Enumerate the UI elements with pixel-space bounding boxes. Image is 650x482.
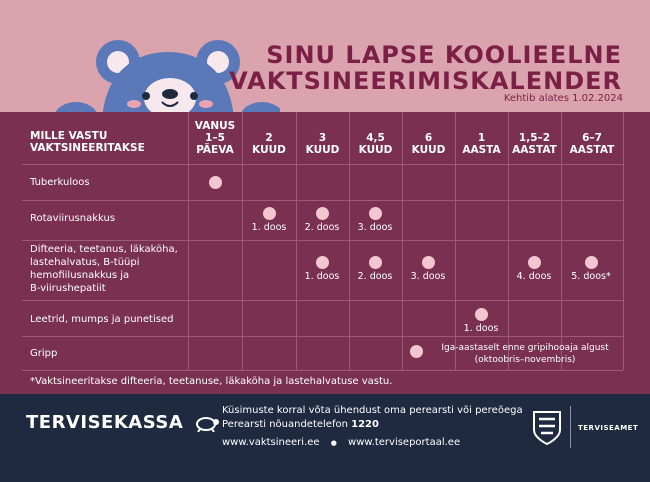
row-label-line: B-viirushepatiit — [30, 283, 106, 294]
vaccination-dot — [209, 176, 222, 189]
phone-label: Perearsti nõuandetelefon — [222, 419, 348, 430]
vaccination-dot — [475, 308, 488, 321]
row-header — [30, 130, 145, 154]
footnote: *Vaktsineeritakse difteeria, teetanuse, läkaköha ja lastehalvatuse vastu. — [30, 376, 393, 387]
col-header-line: 3 — [318, 132, 327, 144]
col-header-line: 1–5 — [205, 132, 225, 144]
col-header-line: AASTAT — [569, 144, 615, 156]
contact-text — [222, 404, 552, 432]
row-label-rotavirus: Rotaviirusnakkus — [30, 213, 116, 224]
col-header-line: PÄEVA — [196, 144, 234, 156]
col-header-2-months — [242, 132, 296, 156]
col-header-1-year — [455, 132, 508, 156]
vaccination-dot — [369, 207, 382, 220]
col-header-line: KUUD — [252, 144, 286, 156]
dose-label: 2. doos — [304, 222, 340, 233]
vaccination-dot — [410, 345, 423, 358]
dose-label: 3. doos — [357, 222, 393, 233]
dose-label: 1. doos — [304, 271, 340, 282]
vaccination-dot — [316, 207, 329, 220]
title-line-1: SINU LAPSE KOOLIEELNE — [266, 41, 622, 69]
flu-note-line-1: Iga-aastaselt enne gripihooaja algust — [441, 343, 609, 353]
col-header-line: 4,5 — [366, 132, 385, 144]
page-title — [229, 42, 622, 94]
dose-label: 5. doos* — [571, 271, 611, 282]
col-header-1-5-2-years — [508, 132, 561, 156]
row-label-tuberculosis: Tuberkuloos — [30, 177, 90, 188]
row-label-diphtheria — [30, 243, 178, 295]
row-label-line: hemofiilusnakkus ja — [30, 270, 130, 281]
col-header-line: 1,5–2 — [518, 132, 551, 144]
vaccination-dot — [369, 256, 382, 269]
logo-text: TERVISEKASSA — [26, 412, 184, 433]
col-header-line: AASTAT — [512, 144, 557, 156]
col-header-3-months — [296, 132, 349, 156]
footer — [0, 394, 650, 482]
vaccination-dot — [528, 256, 541, 269]
terviseamet-logo: TERVISEAMET — [578, 424, 639, 432]
footer-separator — [570, 406, 571, 448]
col-header-line: 2 — [265, 132, 273, 144]
flu-note — [430, 342, 620, 366]
row-label-mmr: Leetrid, mumps ja punetised — [30, 314, 174, 325]
row-header-line-2: VAKTSINEERITAKSE — [30, 142, 145, 154]
col-header-line: VANUS — [194, 120, 236, 132]
bullet-separator: ● — [330, 439, 337, 447]
schedule-table — [0, 112, 650, 394]
dose-label: 1. doos — [251, 222, 287, 233]
col-header-line: 6 — [424, 132, 433, 144]
website-link-vaktsineeri[interactable]: www.vaktsineeri.ee — [222, 437, 320, 448]
col-header-line: 6–7 — [582, 132, 602, 144]
col-header-line: KUUD — [411, 144, 446, 156]
col-header-6-months — [402, 132, 455, 156]
col-header-6-7-years — [561, 132, 623, 156]
dose-label: 1. doos — [463, 323, 499, 334]
coat-of-arms-icon — [532, 410, 562, 446]
col-header-4-5-months — [349, 132, 402, 156]
website-links — [222, 436, 460, 450]
turtle-icon — [194, 414, 220, 432]
dose-label: 3. doos — [410, 271, 446, 282]
vaccination-dot — [585, 256, 598, 269]
flu-note-line-2: (oktoobris–novembris) — [474, 355, 576, 365]
col-header-line: KUUD — [305, 144, 340, 156]
row-label-flu: Gripp — [30, 348, 58, 359]
valid-from-text: Kehtib alates 1.02.2024 — [503, 93, 623, 104]
col-header-line: KUUD — [358, 144, 393, 156]
row-header-line-1: MILLE VASTU — [30, 130, 108, 142]
title-line-2: VAKTSINEERIMISKALENDER — [229, 67, 622, 95]
col-header-line: 1 — [477, 132, 486, 144]
tervisekassa-logo — [26, 412, 220, 433]
contact-line-2 — [222, 418, 552, 432]
row-label-line: lastehalvatus, B-tüüpi — [30, 257, 140, 268]
col-header-1-5-days — [188, 120, 242, 156]
vaccination-dot — [316, 256, 329, 269]
row-label-line: Difteeria, teetanus, läkaköha, — [30, 244, 178, 255]
vaccination-dot — [263, 207, 276, 220]
contact-line-1: Küsimuste korral võta ühendust oma perearsti või perеõega — [222, 405, 523, 416]
dose-label: 4. doos — [516, 271, 552, 282]
phone-number: 1220 — [351, 419, 379, 430]
vaccination-dot — [422, 256, 435, 269]
col-header-line: AASTA — [462, 144, 501, 156]
dose-label: 2. doos — [357, 271, 393, 282]
website-link-terviseportaal[interactable]: www.terviseportaal.ee — [348, 437, 461, 448]
